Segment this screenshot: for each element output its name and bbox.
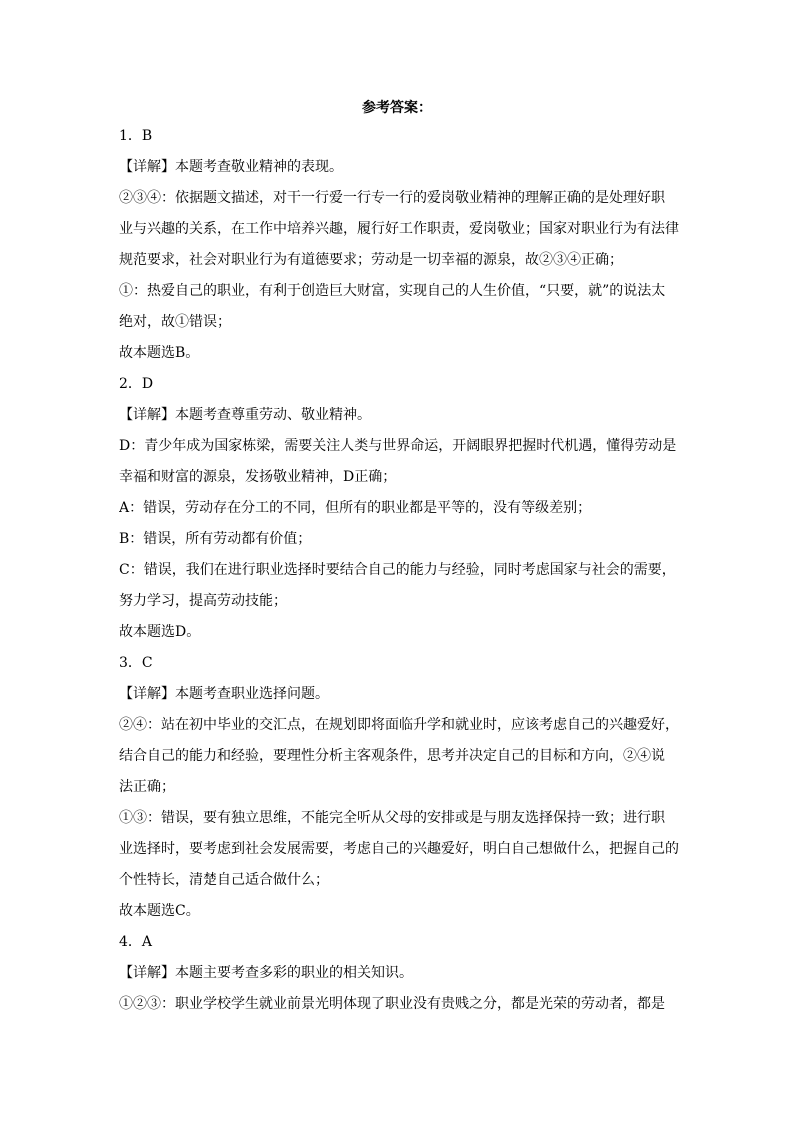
- text-line: ①：热爱自己的职业，有利于创造巨大财富，实现自己的人生价值，“只要，就”的说法太: [119, 283, 666, 299]
- text-line: 结合自己的能力和经验，要理性分析主客观条件，思考并决定自己的目标和方向，②④说: [119, 748, 665, 764]
- text-line: 努力学习，提高劳动技能；: [119, 593, 287, 609]
- text-line: ①③：错误，要有独立思维，不能完全听从父母的安排或是与朋友选择保持一致；进行职: [119, 810, 665, 826]
- text-line: 2．D: [119, 376, 154, 392]
- text-line: 故本题选C。: [119, 903, 200, 919]
- text-line: 1．B: [119, 128, 153, 144]
- text-line: 4．A: [119, 934, 153, 950]
- text-line: 个性特长，清楚自己适合做什么；: [119, 872, 329, 888]
- text-line: 【详解】本题考查职业选择问题。: [119, 686, 329, 702]
- text-line: 幸福和财富的源泉，发扬敬业精神，D正确；: [119, 469, 397, 485]
- text-line: 故本题选D。: [119, 624, 201, 640]
- answer-content: [119, 121, 682, 1020]
- text-line: 【详解】本题考查尊重劳动、敬业精神。: [119, 407, 371, 423]
- page-title: 参考答案：: [362, 100, 432, 116]
- text-line: ②④：站在初中毕业的交汇点，在规划即将面临升学和就业时，应该考虑自己的兴趣爱好，: [119, 717, 679, 733]
- text-line: ②③④：依据题文描述，对干一行爱一行专一行的爱岗敬业精神的理解正确的是处理好职: [119, 190, 665, 206]
- text-line: 业与兴趣的关系，在工作中培养兴趣，履行好工作职责，爱岗敬业；国家对职业行为有法律: [119, 221, 679, 237]
- text-line: 法正确；: [119, 779, 175, 795]
- text-line: 故本题选B。: [119, 345, 200, 361]
- text-line: 规范要求，社会对职业行为有道德要求；劳动是一切幸福的源泉，故②③④正确；: [119, 252, 623, 268]
- text-line: 业选择时，要考虑到社会发展需要，考虑自己的兴趣爱好，明白自己想做什么，把握自己的: [119, 841, 679, 857]
- text-line: 【详解】本题主要考查多彩的职业的相关知识。: [119, 965, 413, 981]
- text-line: A：错误，劳动存在分工的不同，但所有的职业都是平等的，没有等级差别；: [119, 500, 592, 516]
- text-line: 3．C: [119, 655, 153, 671]
- text-line: B：错误，所有劳动都有价值；: [119, 531, 312, 547]
- text-line: 绝对，故①错误；: [119, 314, 231, 330]
- text-line: C：错误，我们在进行职业选择时要结合自己的能力与经验，同时考虑国家与社会的需要，: [119, 562, 676, 578]
- text-line: 【详解】本题考查敬业精神的表现。: [119, 159, 343, 175]
- text-line: D：青少年成为国家栋梁，需要关注人类与世界命运，开阔眼界把握时代机遇，懂得劳动是: [119, 438, 677, 454]
- text-line: ①②③：职业学校学生就业前景光明体现了职业没有贵贱之分，都是光荣的劳动者，都是: [119, 996, 665, 1012]
